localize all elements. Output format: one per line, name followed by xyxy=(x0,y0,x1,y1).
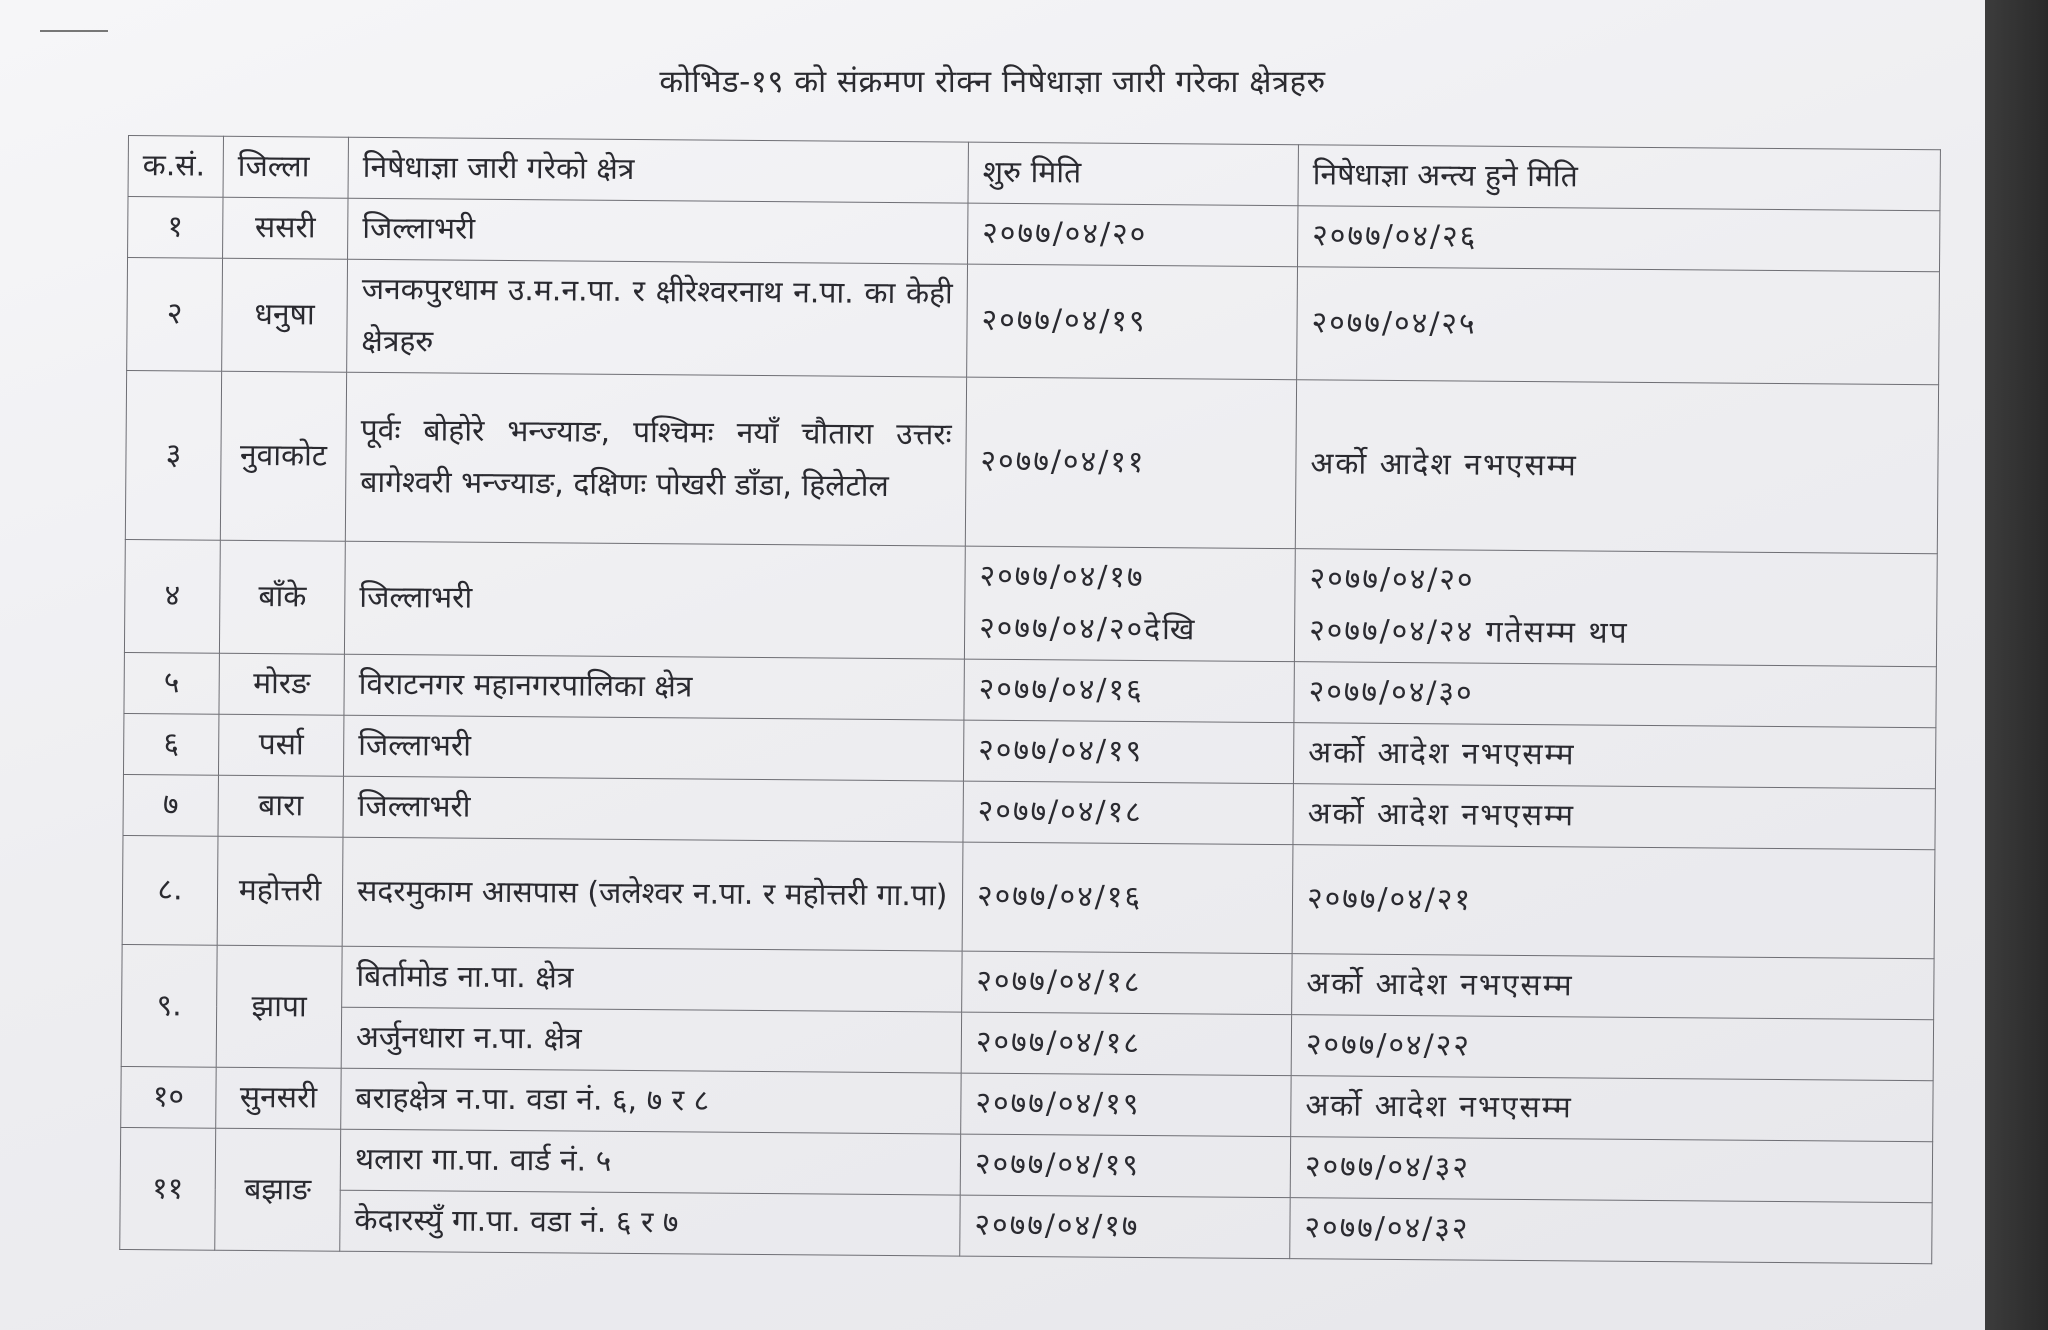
table-row xyxy=(124,539,1937,666)
cell-district: सुनसरी xyxy=(216,1067,341,1129)
end-date-line-2: २०७७/०४/२४ गतेसम्म थप xyxy=(1309,613,1629,651)
cell-end-date: अर्को आदेश नभएसम्म xyxy=(1295,380,1938,554)
header-serial-number: क.सं. xyxy=(128,136,223,198)
cell-start-date: २०७७/०४/१९ xyxy=(967,264,1298,380)
cell-serial-number: १० xyxy=(121,1066,216,1128)
cell-restricted-area: थलारा गा.पा. वार्ड नं. ५ xyxy=(340,1129,960,1195)
cell-district: बाँके xyxy=(219,540,345,654)
restrictions-table xyxy=(119,135,1941,1264)
cell-start-date xyxy=(964,546,1295,662)
cell-serial-number: ८. xyxy=(122,835,218,945)
table-container xyxy=(119,135,1940,1264)
cell-district: महोत्तरी xyxy=(217,836,343,946)
end-date-line-1: २०७७/०४/२० xyxy=(1309,561,1475,598)
cell-end-date: अर्को आदेश नभएसम्म xyxy=(1293,723,1935,789)
cell-district: बारा xyxy=(218,775,343,837)
cell-end-date: २०७७/०४/२२ xyxy=(1291,1015,1933,1081)
cell-start-date: २०७७/०४/१६ xyxy=(962,842,1293,954)
cell-serial-number: ७ xyxy=(123,774,218,836)
header-start-date: शुरु मिति xyxy=(968,142,1298,206)
cell-serial-number: ५ xyxy=(124,652,219,714)
cell-restricted-area: पूर्वः बोहोरे भन्ज्याङ, पश्चिमः नयाँ चौतारा उत्तरः बागेश्वरी भन्ज्याङ, दक्षिणः पोखरी डाँडा, हिलेटोल xyxy=(345,372,966,546)
cell-start-date: २०७७/०४/१९ xyxy=(963,720,1293,784)
cell-district: मोरङ xyxy=(219,653,344,715)
cell-district: ससरी xyxy=(223,197,348,259)
table-row xyxy=(127,258,1940,385)
header-end-date: निषेधाज्ञा अन्त्य हुने मिति xyxy=(1298,145,1940,211)
cell-restricted-area: बराहक्षेत्र न.पा. वडा नं. ६, ७ र ८ xyxy=(341,1068,961,1134)
cell-restricted-area: केदारस्युँ गा.पा. वडा नं. ६ र ७ xyxy=(340,1190,960,1256)
cell-start-date: २०७७/०४/११ xyxy=(965,377,1296,549)
cell-district: धनुषा xyxy=(222,258,348,372)
cell-restricted-area: जनकपुरधाम उ.म.न.पा. र क्षीरेश्वरनाथ न.पा. का केही क्षेत्रहरु xyxy=(347,259,968,377)
document-title: कोभिड-१९ को संक्रमण रोक्न निषेधाज्ञा जारी गरेका क्षेत्रहरु xyxy=(659,64,1326,100)
corner-pen-mark xyxy=(40,30,108,32)
start-date-line-2: २०७७/०४/२०देखि xyxy=(979,610,1197,648)
cell-end-date: २०७७/०४/२५ xyxy=(1297,267,1940,385)
cell-restricted-area: सदरमुकाम आसपास (जलेश्वर न.पा. र महोत्तरी गा.पा) xyxy=(342,837,963,951)
cell-serial-number: ३ xyxy=(125,370,221,540)
cell-serial-number: ९. xyxy=(121,944,217,1067)
cell-end-date: अर्को आदेश नभएसम्म xyxy=(1291,1076,1933,1142)
table-row xyxy=(125,370,1938,553)
cell-serial-number: २ xyxy=(127,258,223,372)
cell-district: झापा xyxy=(216,945,342,1068)
cell-serial-number: १ xyxy=(128,197,223,259)
cell-start-date: २०७७/०४/१६ xyxy=(964,659,1294,723)
cell-start-date: २०७७/०४/१८ xyxy=(961,1012,1291,1076)
cell-start-date: २०७७/०४/१८ xyxy=(963,781,1293,845)
cell-restricted-area: जिल्लाभरी xyxy=(343,776,963,842)
cell-restricted-area: बिर्तामोड ना.पा. क्षेत्र xyxy=(342,946,962,1012)
cell-serial-number: ११ xyxy=(120,1127,216,1250)
cell-district: बझाङ xyxy=(215,1128,341,1251)
dark-background-edge xyxy=(1985,0,2048,1330)
cell-start-date: २०७७/०४/१८ xyxy=(962,951,1292,1015)
cell-end-date: २०७७/०४/३० xyxy=(1294,662,1936,728)
cell-restricted-area: जिल्लाभरी xyxy=(348,198,968,264)
cell-district: नुवाकोट xyxy=(220,371,346,541)
header-district: जिल्ला xyxy=(223,136,348,198)
header-restricted-area: निषेधाज्ञा जारी गरेको क्षेत्र xyxy=(348,137,968,203)
cell-serial-number: ४ xyxy=(124,539,220,653)
cell-restricted-area: जिल्लाभरी xyxy=(343,715,963,781)
cell-end-date: अर्को आदेश नभएसम्म xyxy=(1292,954,1934,1020)
cell-end-date: अर्को आदेश नभएसम्म xyxy=(1293,784,1935,850)
cell-start-date: २०७७/०४/१९ xyxy=(960,1134,1290,1198)
cell-end-date: २०७७/०४/२१ xyxy=(1292,845,1935,959)
cell-restricted-area: अर्जुनधारा न.पा. क्षेत्र xyxy=(341,1007,961,1073)
cell-end-date: २०७७/०४/३२ xyxy=(1290,1198,1932,1264)
cell-district: पर्सा xyxy=(218,714,343,776)
cell-end-date: २०७७/०४/२६ xyxy=(1298,206,1940,272)
cell-start-date: २०७७/०४/१९ xyxy=(961,1073,1291,1137)
start-date-line-1: २०७७/०४/१७ xyxy=(979,558,1145,595)
cell-start-date: २०७७/०४/१७ xyxy=(960,1195,1290,1259)
cell-restricted-area: विराटनगर महानगरपालिका क्षेत्र xyxy=(344,654,964,720)
cell-end-date xyxy=(1294,549,1937,667)
cell-serial-number: ६ xyxy=(123,713,218,775)
cell-restricted-area: जिल्लाभरी xyxy=(344,541,965,659)
cell-start-date: २०७७/०४/२० xyxy=(968,203,1298,267)
table-row xyxy=(120,1188,1932,1263)
cell-end-date: २०७७/०४/३२ xyxy=(1290,1137,1932,1203)
table-row xyxy=(122,835,1935,958)
